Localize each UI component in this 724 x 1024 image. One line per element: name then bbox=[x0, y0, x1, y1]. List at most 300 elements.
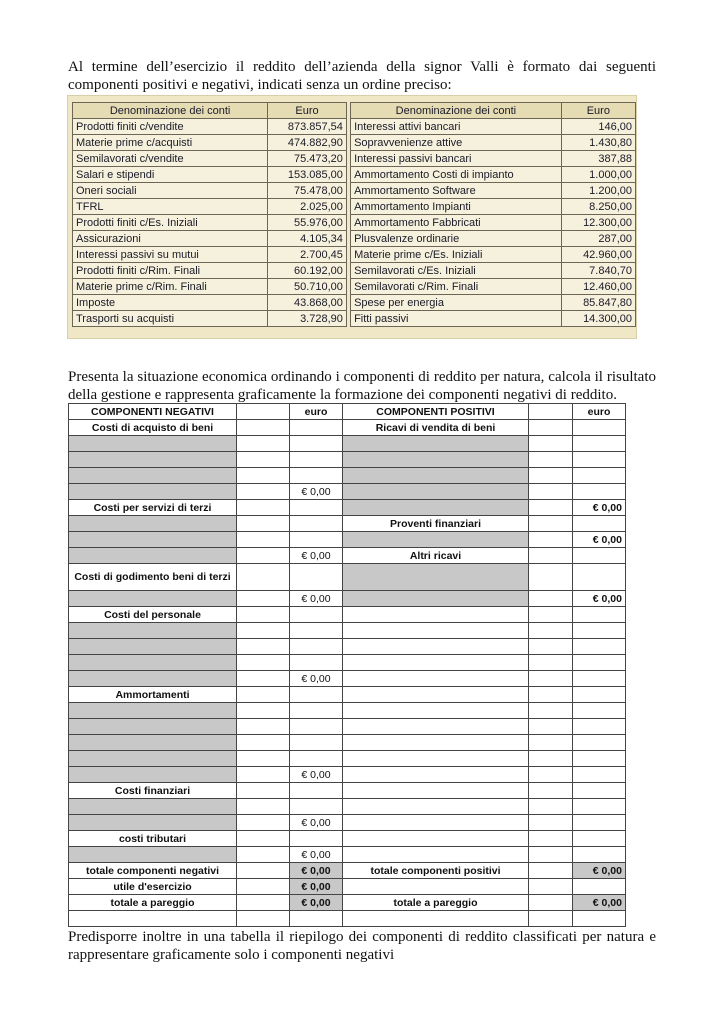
statement-row bbox=[69, 799, 626, 815]
statement-row bbox=[69, 751, 626, 767]
input-cell-shaded[interactable] bbox=[69, 468, 237, 484]
account-name: Semilavorati c/Es. Iniziali bbox=[351, 263, 562, 279]
input-cell[interactable] bbox=[237, 863, 290, 879]
input-cell-shaded[interactable] bbox=[343, 564, 529, 591]
input-cell[interactable] bbox=[529, 799, 573, 815]
input-cell[interactable] bbox=[529, 847, 573, 863]
input-cell[interactable] bbox=[237, 500, 290, 516]
statement-row bbox=[69, 895, 626, 911]
input-cell[interactable] bbox=[290, 687, 343, 703]
input-cell[interactable] bbox=[237, 564, 290, 591]
statement-cell: Altri ricavi bbox=[343, 548, 529, 564]
account-value: 146,00 bbox=[561, 119, 635, 135]
statement-cell: totale componenti negativi bbox=[69, 863, 237, 879]
input-cell-shaded[interactable] bbox=[343, 532, 529, 548]
input-cell[interactable] bbox=[529, 548, 573, 564]
input-cell[interactable] bbox=[529, 484, 573, 500]
accounts-scan-image bbox=[67, 95, 637, 339]
input-cell[interactable] bbox=[290, 607, 343, 623]
input-cell[interactable] bbox=[237, 815, 290, 831]
input-cell-shaded[interactable] bbox=[343, 500, 529, 516]
statement-cell: totale a pareggio bbox=[69, 895, 237, 911]
input-cell[interactable] bbox=[529, 639, 573, 655]
statement-cell: € 0,00 bbox=[290, 847, 343, 863]
input-cell[interactable] bbox=[529, 452, 573, 468]
accounts-row bbox=[73, 135, 636, 151]
account-name: Interessi passivi bancari bbox=[351, 151, 562, 167]
statement-row bbox=[69, 831, 626, 847]
accounts-row bbox=[73, 295, 636, 311]
input-cell-shaded[interactable] bbox=[69, 532, 237, 548]
input-cell[interactable] bbox=[573, 564, 626, 591]
statement-row bbox=[69, 623, 626, 639]
account-name: Prodotti finiti c/vendite bbox=[73, 119, 268, 135]
input-cell-shaded[interactable] bbox=[69, 847, 237, 863]
input-cell-shaded[interactable] bbox=[343, 591, 529, 607]
account-name: Salari e stipendi bbox=[73, 167, 268, 183]
statement-cell: Costi finanziari bbox=[69, 783, 237, 799]
input-cell[interactable] bbox=[69, 911, 237, 927]
statement-cell: totale a pareggio bbox=[343, 895, 529, 911]
accounts-row bbox=[73, 231, 636, 247]
input-cell[interactable] bbox=[290, 623, 343, 639]
input-cell[interactable] bbox=[573, 436, 626, 452]
input-cell[interactable] bbox=[573, 751, 626, 767]
input-cell[interactable] bbox=[573, 847, 626, 863]
input-cell[interactable] bbox=[237, 623, 290, 639]
accounts-row bbox=[73, 247, 636, 263]
input-cell-shaded[interactable] bbox=[69, 799, 237, 815]
input-cell[interactable] bbox=[237, 799, 290, 815]
account-value: 85.847,80 bbox=[561, 295, 635, 311]
input-cell[interactable] bbox=[573, 671, 626, 687]
input-cell[interactable] bbox=[290, 500, 343, 516]
input-cell-shaded[interactable] bbox=[69, 751, 237, 767]
account-value: 50.710,00 bbox=[268, 279, 347, 295]
input-cell[interactable] bbox=[529, 783, 573, 799]
input-cell[interactable] bbox=[529, 703, 573, 719]
statement-row bbox=[69, 607, 626, 623]
account-value: 3.728,90 bbox=[268, 311, 347, 327]
input-cell[interactable] bbox=[237, 735, 290, 751]
statement-row bbox=[69, 911, 626, 927]
statement-cell: utile d'esercizio bbox=[69, 879, 237, 895]
input-cell[interactable] bbox=[237, 639, 290, 655]
statement-row bbox=[69, 815, 626, 831]
account-name: Trasporti su acquisti bbox=[73, 311, 268, 327]
input-cell[interactable] bbox=[290, 703, 343, 719]
statement-row bbox=[69, 591, 626, 607]
input-cell[interactable] bbox=[529, 607, 573, 623]
input-cell[interactable] bbox=[290, 799, 343, 815]
statement-cell: € 0,00 bbox=[573, 863, 626, 879]
input-cell[interactable] bbox=[343, 911, 529, 927]
input-cell[interactable] bbox=[573, 703, 626, 719]
account-name: Fitti passivi bbox=[351, 311, 562, 327]
account-value: 55.976,00 bbox=[268, 215, 347, 231]
input-cell[interactable] bbox=[343, 815, 529, 831]
input-cell[interactable] bbox=[529, 436, 573, 452]
statement-cell: euro bbox=[290, 404, 343, 420]
statement-cell: € 0,00 bbox=[290, 484, 343, 500]
input-cell[interactable] bbox=[529, 751, 573, 767]
statement-row bbox=[69, 516, 626, 532]
account-name: Sopravvenienze attive bbox=[351, 135, 562, 151]
statement-row bbox=[69, 703, 626, 719]
input-cell-shaded[interactable] bbox=[343, 484, 529, 500]
accounts-row bbox=[73, 311, 636, 327]
input-cell[interactable] bbox=[237, 468, 290, 484]
input-cell[interactable] bbox=[343, 767, 529, 783]
statement-cell: Costi di godimento beni di terzi bbox=[69, 564, 237, 591]
input-cell[interactable] bbox=[529, 863, 573, 879]
account-name: Ammortamento Fabbricati bbox=[351, 215, 562, 231]
statement-row bbox=[69, 671, 626, 687]
input-cell[interactable] bbox=[529, 516, 573, 532]
input-cell[interactable] bbox=[237, 687, 290, 703]
account-value: 287,00 bbox=[561, 231, 635, 247]
input-cell-shaded[interactable] bbox=[69, 815, 237, 831]
statement-cell: euro bbox=[573, 404, 626, 420]
accounts-header-cell: Denominazione dei conti bbox=[351, 103, 562, 119]
input-cell[interactable] bbox=[573, 548, 626, 564]
account-value: 42.960,00 bbox=[561, 247, 635, 263]
accounts-row bbox=[73, 167, 636, 183]
input-cell-shaded[interactable] bbox=[69, 639, 237, 655]
account-name: Semilavorati c/vendite bbox=[73, 151, 268, 167]
statement-cell: Proventi finanziari bbox=[343, 516, 529, 532]
account-name: Ammortamento Costi di impianto bbox=[351, 167, 562, 183]
input-cell[interactable] bbox=[343, 799, 529, 815]
input-cell[interactable] bbox=[573, 655, 626, 671]
account-value: 60.192,00 bbox=[268, 263, 347, 279]
input-cell[interactable] bbox=[343, 751, 529, 767]
input-cell-shaded[interactable] bbox=[69, 623, 237, 639]
accounts-row bbox=[73, 151, 636, 167]
input-cell-shaded[interactable] bbox=[69, 436, 237, 452]
input-cell[interactable] bbox=[529, 687, 573, 703]
input-cell[interactable] bbox=[573, 687, 626, 703]
account-name: Oneri sociali bbox=[73, 183, 268, 199]
account-name: Imposte bbox=[73, 295, 268, 311]
input-cell[interactable] bbox=[573, 420, 626, 436]
account-value: 43.868,00 bbox=[268, 295, 347, 311]
statement-cell: € 0,00 bbox=[290, 548, 343, 564]
input-cell[interactable] bbox=[237, 516, 290, 532]
input-cell[interactable] bbox=[573, 639, 626, 655]
input-cell[interactable] bbox=[290, 436, 343, 452]
account-name: Plusvalenze ordinarie bbox=[351, 231, 562, 247]
input-cell[interactable] bbox=[343, 623, 529, 639]
input-cell[interactable] bbox=[529, 895, 573, 911]
input-cell[interactable] bbox=[573, 452, 626, 468]
input-cell[interactable] bbox=[237, 783, 290, 799]
account-name: Interessi attivi bancari bbox=[351, 119, 562, 135]
accounts-table bbox=[72, 102, 636, 327]
account-value: 7.840,70 bbox=[561, 263, 635, 279]
input-cell-shaded[interactable] bbox=[343, 452, 529, 468]
statement-row bbox=[69, 639, 626, 655]
account-value: 2.700,45 bbox=[268, 247, 347, 263]
input-cell[interactable] bbox=[237, 911, 290, 927]
statement-cell: € 0,00 bbox=[290, 767, 343, 783]
input-cell[interactable] bbox=[529, 500, 573, 516]
account-name: Interessi passivi su mutui bbox=[73, 247, 268, 263]
statement-cell: € 0,00 bbox=[290, 815, 343, 831]
input-cell[interactable] bbox=[343, 735, 529, 751]
input-cell[interactable] bbox=[290, 831, 343, 847]
input-cell[interactable] bbox=[573, 719, 626, 735]
input-cell[interactable] bbox=[237, 671, 290, 687]
input-cell[interactable] bbox=[237, 404, 290, 420]
account-value: 2.025,00 bbox=[268, 199, 347, 215]
account-name: Materie prime c/Rim. Finali bbox=[73, 279, 268, 295]
statement-row bbox=[69, 847, 626, 863]
input-cell[interactable] bbox=[290, 751, 343, 767]
statement-row bbox=[69, 719, 626, 735]
input-cell[interactable] bbox=[237, 607, 290, 623]
input-cell[interactable] bbox=[237, 719, 290, 735]
statement-cell: Costi per servizi di terzi bbox=[69, 500, 237, 516]
accounts-header-cell: Denominazione dei conti bbox=[73, 103, 268, 119]
statement-cell: COMPONENTI NEGATIVI bbox=[69, 404, 237, 420]
input-cell[interactable] bbox=[573, 911, 626, 927]
account-name: Ammortamento Impianti bbox=[351, 199, 562, 215]
account-value: 12.300,00 bbox=[561, 215, 635, 231]
input-cell[interactable] bbox=[290, 452, 343, 468]
input-cell[interactable] bbox=[573, 831, 626, 847]
statement-row bbox=[69, 532, 626, 548]
input-cell-shaded[interactable] bbox=[69, 591, 237, 607]
input-cell[interactable] bbox=[529, 719, 573, 735]
input-cell[interactable] bbox=[343, 879, 529, 895]
input-cell[interactable] bbox=[290, 420, 343, 436]
statement-row bbox=[69, 564, 626, 591]
input-cell[interactable] bbox=[290, 468, 343, 484]
statement-row bbox=[69, 767, 626, 783]
input-cell-shaded[interactable] bbox=[69, 703, 237, 719]
closing-paragraph: Predisporre inoltre in una tabella il riepilogo dei componenti di reddito classificati per natura e rappresentare graficamente solo i componenti negativi bbox=[68, 929, 656, 963]
account-value: 474.882,90 bbox=[268, 135, 347, 151]
input-cell-shaded[interactable] bbox=[69, 671, 237, 687]
statement-cell: totale componenti positivi bbox=[343, 863, 529, 879]
statement-row bbox=[69, 436, 626, 452]
input-cell[interactable] bbox=[573, 735, 626, 751]
input-cell-shaded[interactable] bbox=[69, 719, 237, 735]
input-cell[interactable] bbox=[290, 516, 343, 532]
input-cell[interactable] bbox=[237, 452, 290, 468]
input-cell-shaded[interactable] bbox=[343, 468, 529, 484]
input-cell-shaded[interactable] bbox=[69, 484, 237, 500]
account-name: Assicurazioni bbox=[73, 231, 268, 247]
intro-paragraph: Al termine dell’esercizio il reddito dell’azienda della signor Valli è formato dai seguenti componenti positivi e negativi, indicati senza un ordine preciso: bbox=[68, 59, 656, 93]
statement-cell: € 0,00 bbox=[290, 671, 343, 687]
input-cell[interactable] bbox=[237, 484, 290, 500]
input-cell[interactable] bbox=[529, 911, 573, 927]
input-cell[interactable] bbox=[237, 420, 290, 436]
statement-row bbox=[69, 484, 626, 500]
input-cell[interactable] bbox=[290, 783, 343, 799]
statement-cell: € 0,00 bbox=[573, 500, 626, 516]
account-value: 1.000,00 bbox=[561, 167, 635, 183]
input-cell[interactable] bbox=[529, 815, 573, 831]
accounts-row bbox=[73, 119, 636, 135]
input-cell[interactable] bbox=[529, 532, 573, 548]
account-name: Materie prime c/Es. Iniziali bbox=[351, 247, 562, 263]
accounts-row bbox=[73, 279, 636, 295]
instruction-paragraph: Presenta la situazione economica ordinando i componenti di reddito per natura, calcola il risultato della gestione e rappresenta graficamente la formazione dei componenti negativi di reddito. bbox=[68, 369, 656, 403]
account-name: Prodotti finiti c/Es. Iniziali bbox=[73, 215, 268, 231]
account-name: Prodotti finiti c/Rim. Finali bbox=[73, 263, 268, 279]
statement-row bbox=[69, 452, 626, 468]
input-cell[interactable] bbox=[343, 655, 529, 671]
input-cell-shaded[interactable] bbox=[69, 735, 237, 751]
accounts-row bbox=[73, 215, 636, 231]
statement-cell: costi tributari bbox=[69, 831, 237, 847]
account-name: Ammortamento Software bbox=[351, 183, 562, 199]
account-value: 4.105,34 bbox=[268, 231, 347, 247]
statement-row bbox=[69, 879, 626, 895]
statement-row bbox=[69, 548, 626, 564]
input-cell[interactable] bbox=[573, 799, 626, 815]
input-cell[interactable] bbox=[573, 815, 626, 831]
accounts-header-row bbox=[73, 103, 636, 119]
statement-row bbox=[69, 863, 626, 879]
account-value: 12.460,00 bbox=[561, 279, 635, 295]
input-cell[interactable] bbox=[237, 879, 290, 895]
input-cell[interactable] bbox=[237, 591, 290, 607]
statement-cell: € 0,00 bbox=[573, 895, 626, 911]
input-cell-shaded[interactable] bbox=[69, 655, 237, 671]
accounts-header-cell: Euro bbox=[561, 103, 635, 119]
accounts-row bbox=[73, 263, 636, 279]
account-value: 1.430,80 bbox=[561, 135, 635, 151]
input-cell[interactable] bbox=[573, 783, 626, 799]
input-cell[interactable] bbox=[237, 436, 290, 452]
statement-cell: COMPONENTI POSITIVI bbox=[343, 404, 529, 420]
input-cell[interactable] bbox=[237, 703, 290, 719]
input-cell[interactable] bbox=[343, 671, 529, 687]
account-value: 873.857,54 bbox=[268, 119, 347, 135]
statement-cell: Ammortamenti bbox=[69, 687, 237, 703]
statement-cell: Costi del personale bbox=[69, 607, 237, 623]
input-cell[interactable] bbox=[237, 895, 290, 911]
statement-cell: Ricavi di vendita di beni bbox=[343, 420, 529, 436]
accounts-header-cell: Euro bbox=[268, 103, 347, 119]
statement-row bbox=[69, 783, 626, 799]
account-name: TFRL bbox=[73, 199, 268, 215]
input-cell-shaded[interactable] bbox=[343, 436, 529, 452]
income-statement-table bbox=[68, 403, 626, 927]
input-cell[interactable] bbox=[290, 911, 343, 927]
input-cell[interactable] bbox=[343, 783, 529, 799]
input-cell[interactable] bbox=[343, 719, 529, 735]
input-cell[interactable] bbox=[237, 767, 290, 783]
input-cell[interactable] bbox=[343, 847, 529, 863]
statement-cell: € 0,00 bbox=[290, 863, 343, 879]
statement-row bbox=[69, 655, 626, 671]
statement-row bbox=[69, 500, 626, 516]
account-value: 1.200,00 bbox=[561, 183, 635, 199]
statement-cell: € 0,00 bbox=[290, 591, 343, 607]
input-cell-shaded[interactable] bbox=[69, 452, 237, 468]
statement-row bbox=[69, 468, 626, 484]
statement-cell: € 0,00 bbox=[290, 895, 343, 911]
input-cell[interactable] bbox=[573, 607, 626, 623]
account-value: 153.085,00 bbox=[268, 167, 347, 183]
input-cell[interactable] bbox=[529, 735, 573, 751]
input-cell[interactable] bbox=[290, 639, 343, 655]
account-value: 387,88 bbox=[561, 151, 635, 167]
statement-row bbox=[69, 404, 626, 420]
input-cell[interactable] bbox=[237, 831, 290, 847]
input-cell[interactable] bbox=[237, 655, 290, 671]
input-cell[interactable] bbox=[290, 735, 343, 751]
statement-cell: € 0,00 bbox=[573, 591, 626, 607]
account-name: Materie prime c/acquisti bbox=[73, 135, 268, 151]
statement-row bbox=[69, 735, 626, 751]
input-cell-shaded[interactable] bbox=[69, 767, 237, 783]
account-value: 75.473,20 bbox=[268, 151, 347, 167]
input-cell[interactable] bbox=[529, 655, 573, 671]
input-cell[interactable] bbox=[529, 831, 573, 847]
account-value: 75.478,00 bbox=[268, 183, 347, 199]
statement-row bbox=[69, 687, 626, 703]
input-cell[interactable] bbox=[529, 767, 573, 783]
input-cell[interactable] bbox=[290, 655, 343, 671]
account-value: 14.300,00 bbox=[561, 311, 635, 327]
account-name: Semilavorati c/Rim. Finali bbox=[351, 279, 562, 295]
statement-row bbox=[69, 420, 626, 436]
input-cell[interactable] bbox=[529, 591, 573, 607]
input-cell[interactable] bbox=[237, 751, 290, 767]
accounts-row bbox=[73, 199, 636, 215]
input-cell[interactable] bbox=[573, 484, 626, 500]
input-cell[interactable] bbox=[290, 719, 343, 735]
input-cell[interactable] bbox=[529, 420, 573, 436]
input-cell[interactable] bbox=[237, 532, 290, 548]
input-cell[interactable] bbox=[343, 703, 529, 719]
input-cell[interactable] bbox=[573, 879, 626, 895]
account-name: Spese per energia bbox=[351, 295, 562, 311]
input-cell[interactable] bbox=[237, 548, 290, 564]
input-cell[interactable] bbox=[343, 831, 529, 847]
input-cell[interactable] bbox=[529, 564, 573, 591]
input-cell[interactable] bbox=[529, 671, 573, 687]
input-cell[interactable] bbox=[237, 847, 290, 863]
accounts-row bbox=[73, 183, 636, 199]
input-cell[interactable] bbox=[343, 607, 529, 623]
input-cell[interactable] bbox=[529, 879, 573, 895]
account-value: 8.250,00 bbox=[561, 199, 635, 215]
input-cell[interactable] bbox=[290, 564, 343, 591]
input-cell[interactable] bbox=[573, 767, 626, 783]
input-cell-shaded[interactable] bbox=[69, 516, 237, 532]
statement-cell: Costi di acquisto di beni bbox=[69, 420, 237, 436]
input-cell[interactable] bbox=[343, 687, 529, 703]
input-cell[interactable] bbox=[529, 404, 573, 420]
input-cell[interactable] bbox=[529, 468, 573, 484]
input-cell[interactable] bbox=[573, 516, 626, 532]
statement-cell: € 0,00 bbox=[290, 879, 343, 895]
input-cell[interactable] bbox=[529, 623, 573, 639]
input-cell-shaded[interactable] bbox=[69, 548, 237, 564]
input-cell[interactable] bbox=[573, 468, 626, 484]
statement-cell: € 0,00 bbox=[573, 532, 626, 548]
input-cell[interactable] bbox=[290, 532, 343, 548]
input-cell[interactable] bbox=[343, 639, 529, 655]
input-cell[interactable] bbox=[573, 623, 626, 639]
